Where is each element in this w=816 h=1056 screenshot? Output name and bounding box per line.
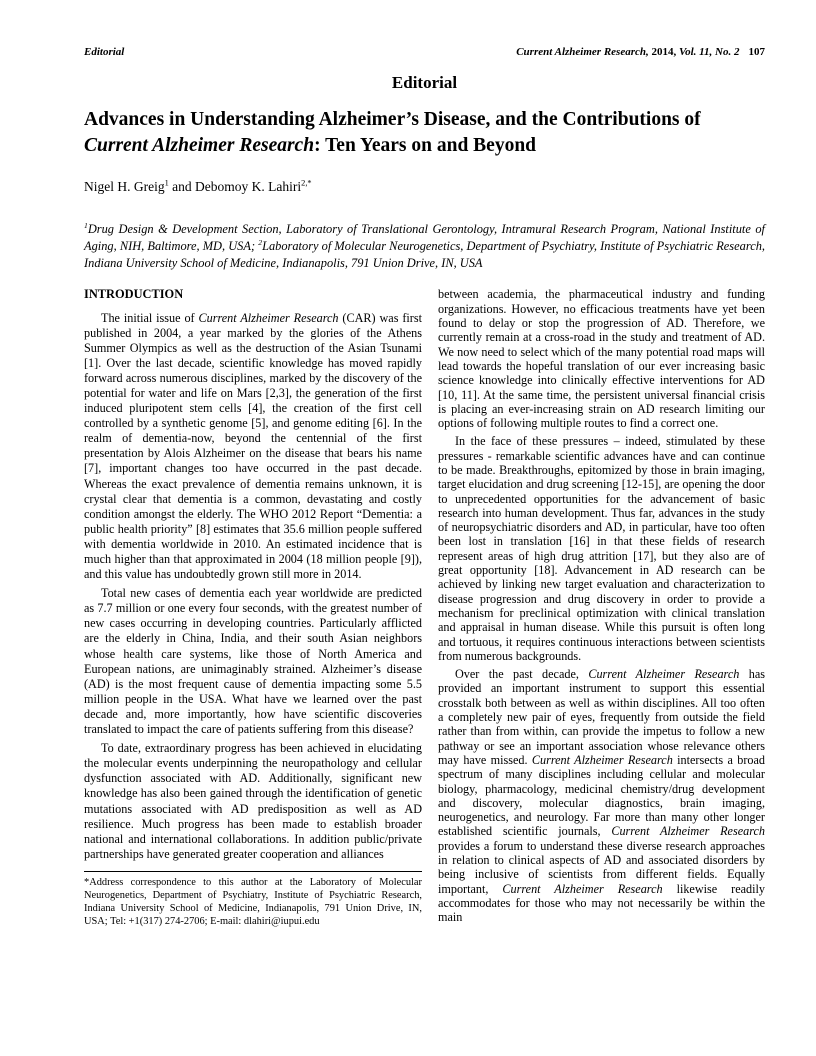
left-column: [84, 287, 422, 928]
paragraph: Over the past decade, Current Alzheimer Research has provided an important instrument to support this essential crosstalk both between as well as within disciplines. All too often a completely new pair of eyes, frequently from outside the field rather than from within, can provide the impetus to follow a new pathway or see an important association whose relevance others may have missed. Current Alzheimer Research intersects a broad spectrum of many disciplines including cellular and molecular biology, pharmacology, medicinal chemistry/drug development and discovery, molecular diagnostics, brain imaging, neurogenetics, and neurology. Far more than many other longer established scientific journals, Current Alzheimer Research provides a forum to understand these diverse research approaches in relation to clinical aspects of AD and associated disorders by being inclusive of scientists from different fields. Equally important, Current Alzheimer Research likewise readily accommodates for those who may not necessarily be within the main: [438, 667, 765, 925]
paragraph: To date, extraordinary progress has been achieved in elucidating the molecular events underpinning the neuropathology and cellular dysfunction associated with AD. Additionally, significant new knowledge has also been gained through the identification of genetic mutations associated with AD predisposition as well as AD resilience. Much progress has been made to establish broader national and international collaborations. In addition public/private partnerships have generated greater cooperation and alliances: [84, 741, 422, 861]
author-line: Nigel H. Greig$^1$ and Debomoy K. Lahiri$^{2,*}$: [84, 178, 312, 195]
article-title-line2: Current Alzheimer Research: Ten Years on and Beyond: [84, 134, 537, 156]
article-title-line1: Advances in Understanding Alzheimer’s Disease, and the Contributions of: [84, 109, 701, 130]
affiliation-block: $^1$Drug Design & Development Section, Laboratory of Translational Gerontology, Intramural Research Program, National Institute of Aging, NIH, Baltimore, MD, USA; $^2$Laboratory of Molecular Neurogenetics, Department of Psychiatry, Institute of Psychiatric Research, Indiana University School of Medicine, Indianapolis, 791 Union Drive, IN, USA: [84, 221, 765, 271]
journal-citation: [516, 46, 765, 58]
paragraph: In the face of these pressures – indeed, stimulated by these pressures - remarkable scientific advances have and can continue to be made. Breakthroughs, epitomized by those in brain imaging, target elucidation and drug screening [12-15], are opening the door to unprecedented opportunities for the advancement of basic research into human development. Thus far, advances in the study of neuropsychiatric disorders and AD, in particular, have too often been lost in translation [16] in that these fields of research represent areas of high drug attrition [17], but they also are of great opportunity [18]. Advancement in AD research can be achieved by linking new target evaluation and characterization to disease progression and drug discovery in order to provide a mechanism for preclinical optimization with clinical translation and appraisal in human disease. While this pursuit is often long and tortuous, it requires continuous interactions between scientists from numerous backgrounds.: [438, 434, 765, 663]
right-column: [438, 287, 765, 928]
two-column-body: [84, 287, 765, 928]
right-column-paragraphs: [438, 287, 765, 924]
journal-citation-text: Current Alzheimer Research, 2014, Vol. 11, No. 2: [516, 46, 740, 58]
article-type-heading: Editorial: [391, 73, 458, 92]
correspondence-footnote: *Address correspondence to this author at the Laboratory of Molecular Neurogenetics, Department of Psychiatry, Institute of Psychiatric Research, Indiana University School of Medicine, Indianapolis, 791 Union Drive, IN, USA; Tel: +1(317) 274-2706; E-mail: dlahiri@iupui.edu: [84, 871, 422, 928]
paragraph: Total new cases of dementia each year worldwide are predicted as 7.7 million or one every four seconds, with the greatest number of new cases occurring in developing countries. Particularly afflicted are the elderly in China, India, and their south Asian neighbors whose health care systems, like those of North America and European nations, are unimaginably strained. Alzheimer’s disease (AD) is the most frequent cause of dementia impacting some 5.5 million people in the USA. What have we learned over the past decade and, more importantly, how have scientific discoveries translated to impact the care of patients suffering from this disease?: [84, 586, 422, 737]
paragraph: between academia, the pharmaceutical industry and funding organizations. However, no efficacious treatments have yet been found to delay or stop the progression of AD. Therefore, we currently remain at a cross-road in the study and treatment of AD. We now need to select which of the many potential road maps will lead towards the hopeful translation of our ever increasing basic science knowledge into clinically effective interventions for AD [10, 11]. At the same time, the persistent universal financial crisis is placing an ever-increasing strain on AD research limiting our options of following multiple routes to find a correct one.: [438, 287, 765, 431]
left-column-paragraphs: [84, 311, 422, 862]
running-header-section: Editorial: [84, 46, 125, 58]
page-number: 107: [748, 46, 765, 58]
paragraph: The initial issue of Current Alzheimer Research (CAR) was first published in 2004, a year marked by the glories of the Athens Summer Olympics as well as the destruction of the Asian Tsunami [1]. Over the last decade, scientific knowledge has moved rapidly forward across numerous disciplines, marked by the discovery of the potential for water and life on Mars [2,3], the generation of the first induced pluripotent stem cells [4], the creation of the first cell controlled by a synthetic genome [5], and genome editing [6]. In the realm of dementia-now, beyond the centennial of the first presentation by Alois Alzheimer on the disease that bears his name [7], important changes too have occurred in the past decade. Whereas the exact prevalence of dementia remains unknown, it is crystal clear that dementia is a common, devastating and costly condition amongst the elderly. The WHO 2012 Report “Dementia: a public health priority” [8] estimates that 35.6 million people suffered with dementia worldwide in 2010. An estimated incidence that is much higher than that approximated in 2004 (18 million people [9]), and this value has undoubtedly grown still more in 2014.: [84, 310, 422, 582]
running-header: [84, 46, 765, 58]
section-heading-introduction: INTRODUCTION: [84, 287, 184, 302]
article-title: [84, 107, 765, 158]
